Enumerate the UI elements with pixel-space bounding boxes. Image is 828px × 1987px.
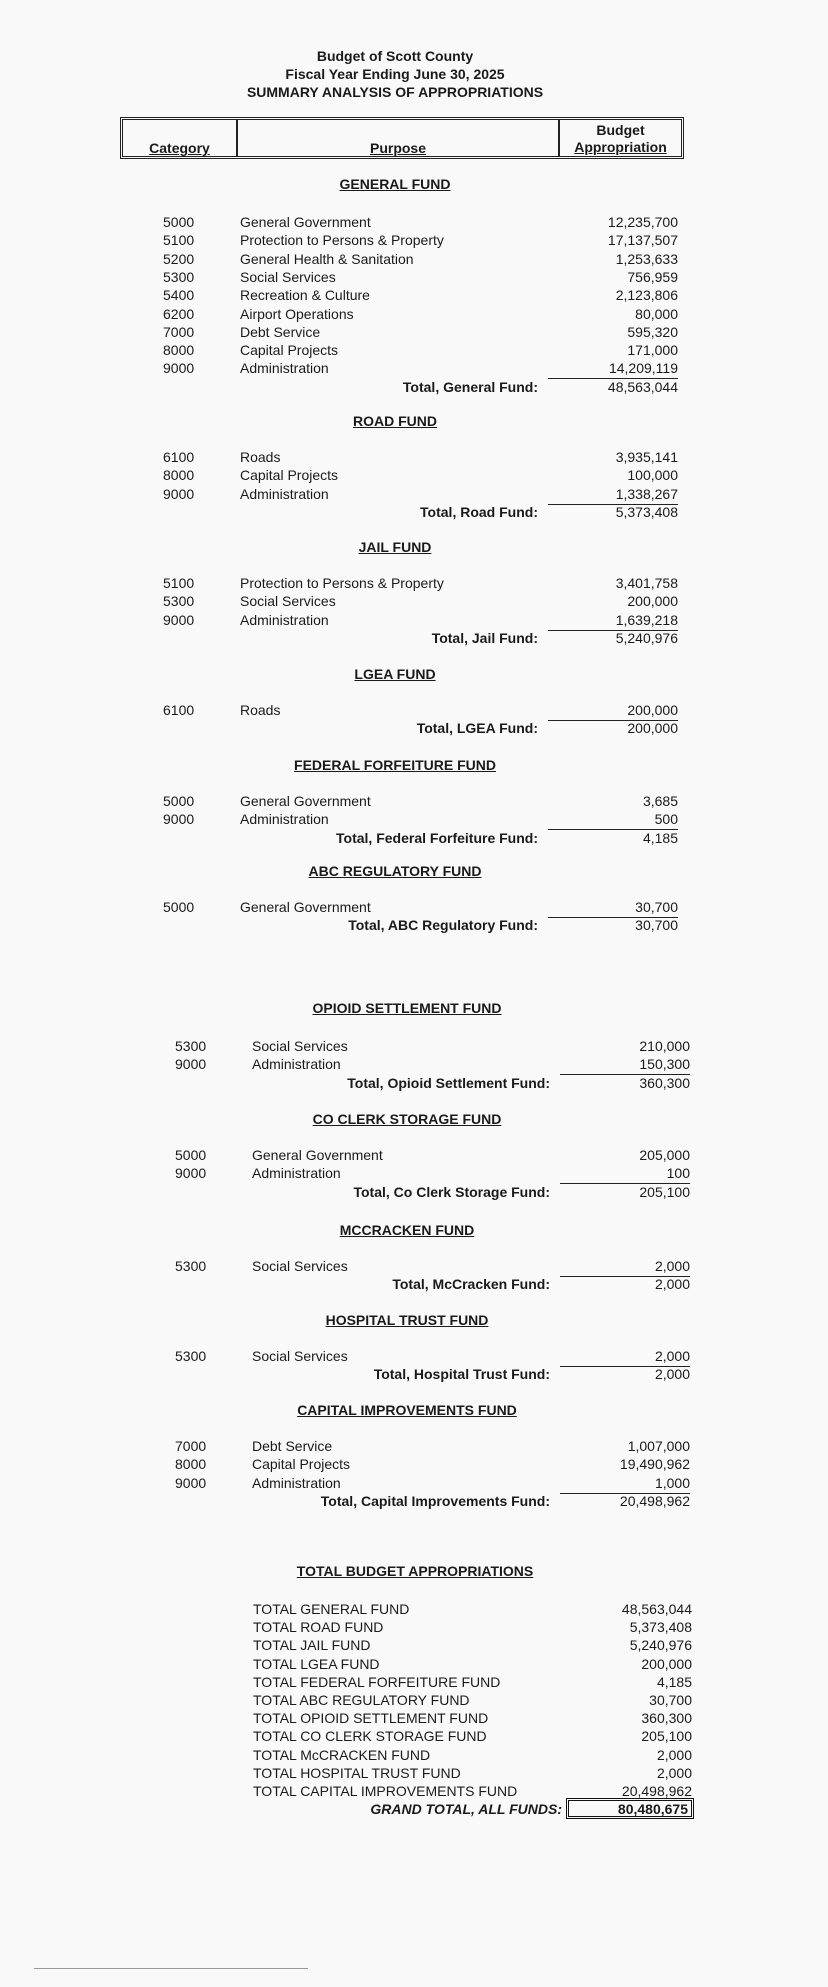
fund-row-code: 5300 xyxy=(163,593,195,610)
fund-row-code: 7000 xyxy=(175,1438,207,1454)
col-category xyxy=(123,120,238,156)
fund-row-purpose: Administration xyxy=(252,1165,341,1182)
fund-row-purpose: Roads xyxy=(240,702,281,718)
fund-row-code: 5200 xyxy=(163,250,195,267)
fund-row-purpose: Social Services xyxy=(240,593,336,610)
fund-row-code: 5300 xyxy=(175,1258,207,1274)
fund-title: ABC REGULATORY FUND xyxy=(308,863,482,879)
fund-row-amount: 80,000 xyxy=(635,305,678,322)
fund-row-purpose: Social Services xyxy=(252,1258,348,1274)
col-budget-label-1: Budget xyxy=(596,122,645,138)
fund-title: JAIL FUND xyxy=(358,539,432,555)
fund-row-purpose: Protection to Persons & Property xyxy=(240,232,444,249)
fund-row-code: 9000 xyxy=(175,1056,207,1073)
fund-title: CO CLERK STORAGE FUND xyxy=(312,1111,502,1127)
fund-row-amount: 3,401,758 xyxy=(615,575,678,591)
fund-row-purpose: Social Services xyxy=(252,1348,348,1364)
fund-total-label: Total, Opioid Settlement Fund: xyxy=(347,1074,550,1091)
grand-total-label: GRAND TOTAL, ALL FUNDS: xyxy=(370,1801,562,1817)
fund-total-amount: 205,100 xyxy=(639,1183,690,1200)
col-purpose-label: Purpose xyxy=(369,140,426,156)
summary-row-label: TOTAL CAPITAL IMPROVEMENTS FUND xyxy=(253,1783,518,1799)
fund-total-amount: 2,000 xyxy=(654,1276,690,1293)
fund-row-purpose: Social Services xyxy=(252,1038,348,1054)
fund-row-code: 9000 xyxy=(163,485,195,502)
fund-row-purpose: General Government xyxy=(240,899,371,915)
fund-row-purpose: Airport Operations xyxy=(240,305,354,322)
fund-row-amount: 595,320 xyxy=(627,323,678,340)
summary-row-amount: 360,300 xyxy=(641,1710,692,1727)
fund-row-amount: 1,253,633 xyxy=(615,250,678,267)
fund-title: HOSPITAL TRUST FUND xyxy=(325,1312,489,1328)
fund-title: MCCRACKEN FUND xyxy=(339,1222,475,1238)
summary-row-label: TOTAL GENERAL FUND xyxy=(253,1601,410,1617)
fund-row-code: 9000 xyxy=(175,1474,207,1491)
fund-total-label: Total, Road Fund: xyxy=(420,503,538,520)
fund-row-purpose: Protection to Persons & Property xyxy=(240,575,444,591)
fund-row-code: 9000 xyxy=(163,360,195,377)
fund-row-code: 5300 xyxy=(163,268,195,285)
fund-row-purpose: Capital Projects xyxy=(240,467,339,484)
fund-row-purpose: Administration xyxy=(252,1056,341,1073)
summary-row-amount: 200,000 xyxy=(641,1655,692,1672)
fund-row-amount: 12,235,700 xyxy=(607,214,678,230)
fund-total-label: Total, Capital Improvements Fund: xyxy=(320,1492,550,1509)
fund-row-amount: 17,137,507 xyxy=(607,232,678,249)
fund-row-amount: 500 xyxy=(548,811,678,830)
fund-row-code: 5000 xyxy=(163,899,195,915)
doc-fiscal-year: Fiscal Year Ending June 30, 2025 xyxy=(285,66,505,82)
col-budget-label-2: Appropriation xyxy=(574,139,667,155)
doc-title: Budget of Scott County xyxy=(316,48,474,64)
fund-row-amount: 100 xyxy=(560,1165,690,1184)
fund-total-label: Total, Hospital Trust Fund: xyxy=(373,1366,550,1383)
fund-row-amount: 150,300 xyxy=(560,1056,690,1075)
fund-row-amount: 200,000 xyxy=(627,593,678,610)
fund-row-amount: 1,000 xyxy=(560,1475,690,1494)
fund-title: CAPITAL IMPROVEMENTS FUND xyxy=(297,1402,517,1418)
fund-total-amount: 360,300 xyxy=(639,1074,690,1091)
fund-row-code: 6100 xyxy=(163,449,195,465)
fund-row-amount: 2,000 xyxy=(560,1348,690,1367)
fund-total-label: Total, General Fund: xyxy=(402,378,538,395)
fund-row-amount: 210,000 xyxy=(639,1038,690,1054)
summary-row-label: TOTAL ROAD FUND xyxy=(253,1619,384,1636)
summary-row-amount: 2,000 xyxy=(656,1764,692,1781)
summary-row-label: TOTAL CO CLERK STORAGE FUND xyxy=(253,1728,487,1745)
fund-row-amount: 3,935,141 xyxy=(615,449,678,465)
doc-subtitle: SUMMARY ANALYSIS OF APPROPRIATIONS xyxy=(246,84,544,100)
fund-row-purpose: Recreation & Culture xyxy=(240,287,370,304)
fund-total-label: Total, Co Clerk Storage Fund: xyxy=(353,1183,550,1200)
summary-row-label: TOTAL OPIOID SETTLEMENT FUND xyxy=(253,1710,489,1727)
fund-row-purpose: Social Services xyxy=(240,268,336,285)
fund-total-amount: 5,240,976 xyxy=(615,629,678,646)
fund-total-label: Total, Federal Forfeiture Fund: xyxy=(336,829,538,846)
fund-row-code: 9000 xyxy=(175,1165,207,1182)
fund-row-purpose: General Health & Sanitation xyxy=(240,250,414,267)
fund-title: FEDERAL FORFEITURE FUND xyxy=(294,757,496,773)
fund-row-purpose: Capital Projects xyxy=(252,1456,351,1473)
fund-row-code: 6200 xyxy=(163,305,195,322)
fund-row-purpose: General Government xyxy=(240,214,371,230)
fund-total-amount: 5,373,408 xyxy=(615,503,678,520)
fund-row-code: 8000 xyxy=(163,342,195,359)
fund-row-code: 8000 xyxy=(163,467,195,484)
fund-row-code: 9000 xyxy=(163,811,195,828)
grand-total-amount: 80,480,675 xyxy=(566,1798,694,1819)
fund-title: LGEA FUND xyxy=(354,666,436,682)
summary-row-label: TOTAL LGEA FUND xyxy=(253,1655,380,1672)
col-category-label: Category xyxy=(149,140,210,156)
summary-row-amount: 5,240,976 xyxy=(629,1637,692,1654)
fund-row-amount: 1,007,000 xyxy=(627,1438,690,1454)
fund-row-amount: 19,490,962 xyxy=(619,1456,690,1473)
summary-row-amount: 48,563,044 xyxy=(621,1601,692,1617)
fund-row-code: 5300 xyxy=(175,1038,207,1054)
fund-row-code: 9000 xyxy=(163,611,195,628)
fund-row-code: 6100 xyxy=(163,702,195,718)
fund-row-amount: 30,700 xyxy=(548,899,678,918)
summary-row-label: TOTAL JAIL FUND xyxy=(253,1637,371,1654)
fund-row-code: 5100 xyxy=(163,575,195,591)
fund-total-amount: 2,000 xyxy=(654,1366,690,1383)
summary-row-amount: 2,000 xyxy=(656,1746,692,1763)
fund-row-amount: 1,639,218 xyxy=(548,612,678,631)
summary-title: TOTAL BUDGET APPROPRIATIONS xyxy=(296,1563,534,1579)
fund-total-label: Total, LGEA Fund: xyxy=(416,720,538,737)
summary-row-label: TOTAL FEDERAL FORFEITURE FUND xyxy=(253,1673,501,1690)
fund-row-code: 7000 xyxy=(163,323,195,340)
summary-row-label: TOTAL HOSPITAL TRUST FUND xyxy=(253,1764,461,1781)
fund-total-amount: 4,185 xyxy=(642,829,678,846)
col-purpose xyxy=(238,120,560,156)
fund-row-amount: 756,959 xyxy=(627,268,678,285)
summary-row-amount: 4,185 xyxy=(656,1673,692,1690)
fund-row-amount: 171,000 xyxy=(627,342,678,359)
col-budget xyxy=(560,120,681,156)
fund-total-amount: 48,563,044 xyxy=(607,378,678,395)
fund-row-purpose: Debt Service xyxy=(240,323,321,340)
fund-row-amount: 3,685 xyxy=(642,793,678,809)
summary-row-amount: 205,100 xyxy=(641,1728,692,1745)
summary-row-amount: 30,700 xyxy=(649,1692,692,1708)
fund-row-code: 5400 xyxy=(163,287,195,304)
fund-row-code: 8000 xyxy=(175,1456,207,1473)
fund-title: ROAD FUND xyxy=(353,413,437,429)
summary-row-amount: 5,373,408 xyxy=(629,1619,692,1636)
fund-row-purpose: Administration xyxy=(240,485,329,502)
fund-row-amount: 1,338,267 xyxy=(548,486,678,505)
fund-row-amount: 100,000 xyxy=(627,467,678,484)
fund-total-amount: 200,000 xyxy=(627,720,678,737)
fund-row-amount: 200,000 xyxy=(548,702,678,721)
fund-total-label: Total, Jail Fund: xyxy=(431,629,538,646)
fund-total-label: Total, ABC Regulatory Fund: xyxy=(348,917,538,934)
fund-row-amount: 14,209,119 xyxy=(548,360,678,379)
fund-row-purpose: Roads xyxy=(240,449,281,465)
fund-row-code: 5300 xyxy=(175,1348,207,1364)
fund-row-amount: 2,123,806 xyxy=(615,287,678,304)
fund-row-purpose: Administration xyxy=(240,360,329,377)
fund-row-purpose: General Government xyxy=(240,793,371,809)
fund-row-purpose: Debt Service xyxy=(252,1438,333,1454)
fund-row-code: 5000 xyxy=(163,214,195,230)
fund-row-amount: 2,000 xyxy=(560,1258,690,1277)
fund-total-label: Total, McCracken Fund: xyxy=(392,1276,550,1293)
fund-row-purpose: Administration xyxy=(252,1474,341,1491)
footer-divider xyxy=(34,1968,308,1969)
summary-row-amount: 20,498,962 xyxy=(621,1783,692,1799)
fund-row-code: 5000 xyxy=(175,1147,207,1163)
fund-row-purpose: Administration xyxy=(240,811,329,828)
fund-row-code: 5100 xyxy=(163,232,195,249)
fund-total-amount: 20,498,962 xyxy=(619,1492,690,1509)
summary-row-label: TOTAL McCRACKEN FUND xyxy=(253,1746,431,1763)
table-header xyxy=(120,117,684,159)
fund-row-code: 5000 xyxy=(163,793,195,809)
fund-total-amount: 30,700 xyxy=(635,917,678,934)
fund-row-purpose: Capital Projects xyxy=(240,342,339,359)
fund-row-purpose: Administration xyxy=(240,611,329,628)
fund-row-amount: 205,000 xyxy=(639,1147,690,1163)
fund-title: GENERAL FUND xyxy=(339,176,451,192)
fund-title: OPIOID SETTLEMENT FUND xyxy=(312,1000,502,1016)
fund-row-purpose: General Government xyxy=(252,1147,383,1163)
summary-row-label: TOTAL ABC REGULATORY FUND xyxy=(253,1692,470,1708)
